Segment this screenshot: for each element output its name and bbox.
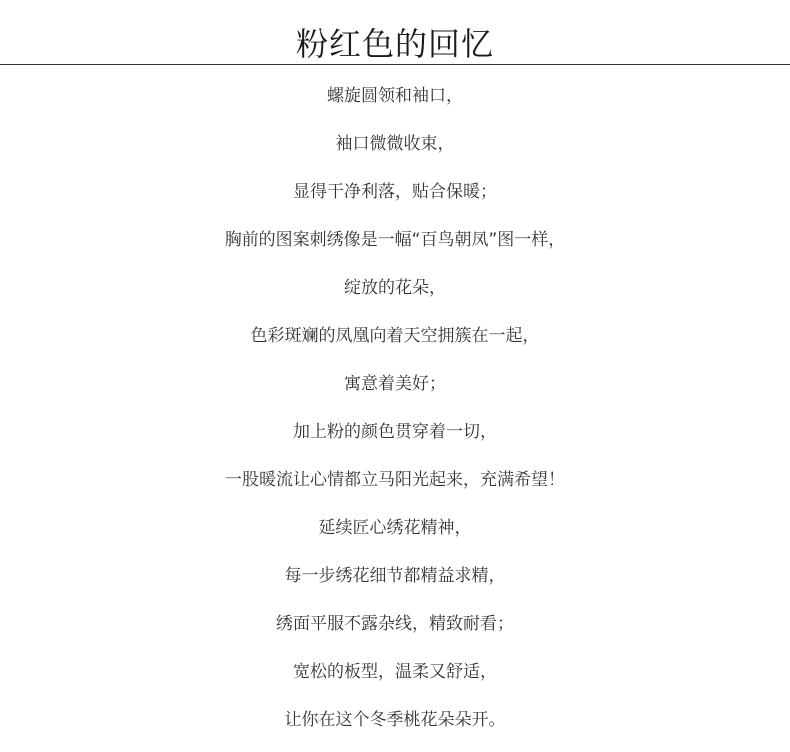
poem-line: 寓意着美好；: [344, 374, 446, 394]
poem-line: 显得干净利落，贴合保暖；: [293, 182, 497, 202]
poem-line: 一股暖流让心情都立马阳光起来，充满希望！: [225, 470, 565, 490]
poem-line: 每一步绣花细节都精益求精，: [284, 566, 506, 586]
poem-line: 绽放的花朵，: [344, 278, 446, 298]
poem-line: 让你在这个冬季桃花朵朵开。: [284, 710, 506, 730]
title-divider: [0, 64, 790, 65]
poem-line: 延续匠心绣花精神，: [318, 518, 472, 538]
poem-line: 螺旋圆领和袖口，: [327, 86, 463, 106]
poem-body: [0, 80, 790, 752]
poem-line: 加上粉的颜色贯穿着一切，: [293, 422, 497, 442]
poem-line: 袖口微微收束，: [335, 134, 455, 154]
poem-line: 宽松的板型，温柔又舒适，: [293, 662, 497, 682]
poem-line: 色彩斑斓的凤凰向着天空拥簇在一起，: [250, 326, 540, 346]
poem-line: 绣面平服不露杂线，精致耐看；: [276, 614, 514, 634]
poem-line: 胸前的图案刺绣像是一幅“百鸟朝凤”图一样，: [224, 230, 566, 250]
page-title: 粉红色的回忆: [295, 25, 494, 63]
